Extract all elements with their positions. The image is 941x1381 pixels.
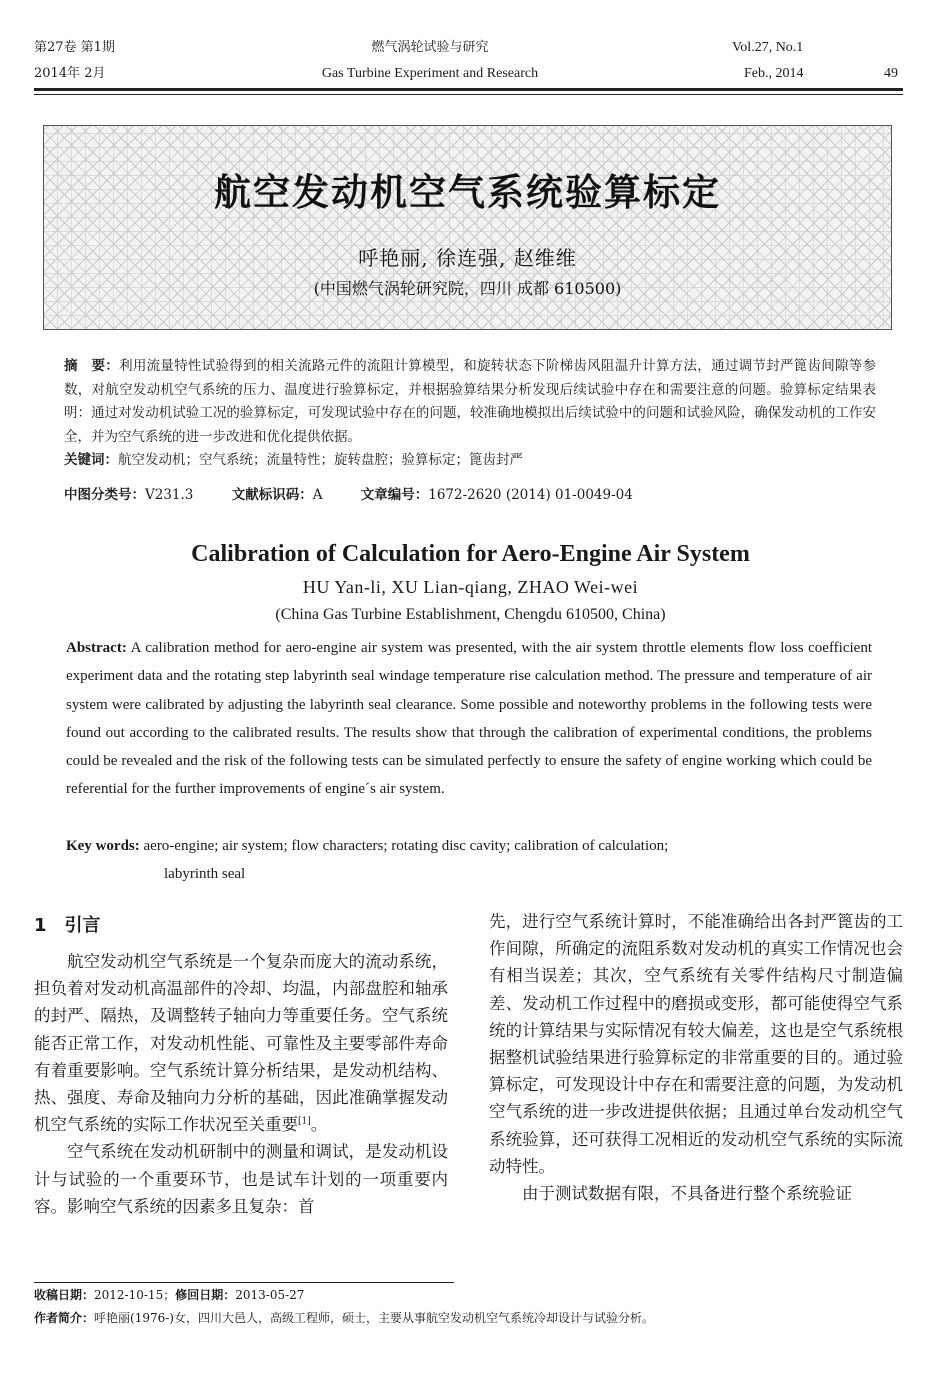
- header-rule-thick: [34, 88, 903, 91]
- classification-line: [64, 485, 667, 505]
- received-date: 2012-10-15；: [94, 1288, 176, 1302]
- doc-code-label: 文献标识码：: [231, 487, 313, 503]
- citation-ref-1: [1]: [298, 1116, 311, 1127]
- keywords-cn-text: 航空发动机；空气系统；流量特性；旋转盘腔；验算标定；篦齿封严: [118, 452, 523, 468]
- clc-label: 中图分类号：: [64, 487, 145, 503]
- keywords-en-line2: labyrinth seal: [164, 866, 246, 883]
- abstract-cn-text: 利用流量特性试验得到的相关流路元件的流阻计算模型，和旋转状态下阶梯齿风阻温升计算方法，通过调节封严篦齿间隙等参数，对航空发动机空气系统的压力、温度进行验算标定，并根据验算结果分析发现后续试验中存在和需要注意的问题。验算标定结果表明：通过对发动机试验工况的验算标定，可发现试验中存在的问题，较准确地模拟出后续试验中的问题和试验风险，确保发动机的工作安全，并为空气系统的进一步改进和优化提供依据。: [64, 358, 877, 445]
- abstract-en: [66, 634, 872, 804]
- doc-code-value: A: [312, 487, 323, 503]
- header-volume-cn: 第27卷 第1期: [34, 40, 115, 55]
- section-1-para-2: 空气系统在发动机研制中的测量和调试，是发动机设计与试验的一个重要环节，也是试车计划的一项重要内容。影响空气系统的因素多且复杂：首: [34, 1142, 448, 1216]
- body-left-column: [34, 914, 448, 1220]
- abstract-cn: [64, 355, 876, 473]
- clc-value: V231.3: [145, 487, 194, 503]
- header-date-en: Feb., 2014: [744, 66, 804, 81]
- title-en: Calibration of Calculation for Aero-Engine Air System: [191, 541, 750, 567]
- keywords-en-line1: aero-engine; air system; flow characters; rotating disc cavity; calibration of calculation;: [143, 838, 669, 854]
- header-date-cn: 2014年 2月: [34, 66, 106, 81]
- section-1-para-3: 先，进行空气系统计算时，不能准确给出各封严篦齿的工作间隙，所确定的流阻系数对发动机的真实工作情况也会有相当误差；其次，空气系统有关零件结构尺寸制造偏差、发动机工作过程中的磨损或变形，都可能使得空气系统的计算结果与实际情况有较大偏差，这也是空气系统根据整机试验结果进行验算标定的非常重要的目的。通过验算标定，可发现设计中存在和需要注意的问题，为发动机空气系统的进一步改进提供依据；且通过单台发动机空气系统验算，还可获得工况相近的发动机空气系统的实际流动特性。: [489, 912, 903, 1176]
- revised-label: 修回日期：: [175, 1288, 236, 1302]
- author-bio: 呼艳丽(1976-)女，四川大邑人，高级工程师，硕士，主要从事航空发动机空气系统冷却设计与试验分析。: [94, 1311, 654, 1325]
- body-right-column: [489, 908, 903, 1207]
- article-number-value: 1672-2620 (2014) 01-0049-04: [428, 487, 633, 503]
- title-banner: [43, 125, 892, 330]
- section-1-para-4: 由于测试数据有限，不具备进行整个系统验证: [522, 1184, 852, 1204]
- section-1-para-1-end: 。: [310, 1115, 328, 1135]
- authors-en: HU Yan-li, XU Lian-qiang, ZHAO Wei-wei: [302, 577, 639, 597]
- authors-cn: 呼艳丽, 徐连强, 赵维维: [358, 246, 577, 270]
- section-1-heading: 1 引言: [34, 915, 101, 936]
- abstract-en-label: Abstract:: [66, 640, 127, 656]
- keywords-en: [66, 832, 872, 889]
- affiliation-en: (China Gas Turbine Establishment, Chengdu 610500, China): [275, 606, 666, 623]
- footnote-dates: [34, 1287, 304, 1303]
- abstract-en-text: A calibration method for aero-engine air system was presented, with the air system throttle elements flow loss coefficient experiment data and the rotating step labyrinth seal windage temperature rise calculation method. The pressure and temperature of air system were calibrated by adjusting the labyrinth seal clearance. Some possible and noteworthy problems in the following tests were found out according to the calibrated results. The results show that through the calibration of experimental conditions, the problems could be revealed and the risk of the following tests can be simulated perfectly to ensure the safety of engine working which could be referential for the further improvements of engine´s air system.: [66, 640, 872, 798]
- revised-date: 2013-05-27: [235, 1288, 305, 1302]
- header-journal-cn: 燃气涡轮试验与研究: [371, 40, 489, 55]
- article-number-label: 文章编号：: [360, 487, 429, 503]
- footnote-rule: [34, 1282, 454, 1283]
- received-label: 收稿日期：: [34, 1288, 95, 1302]
- header-volume-en: Vol.27, No.1: [732, 40, 804, 55]
- keywords-cn-label: 关键词：: [64, 452, 118, 468]
- author-bio-label: 作者简介：: [34, 1311, 95, 1325]
- header-rule-thin: [34, 94, 903, 95]
- affiliation-cn: (中国燃气涡轮研究院，四川 成都 610500): [313, 279, 622, 298]
- abstract-cn-label: 摘 要：: [64, 358, 120, 374]
- footnote-author: [34, 1310, 654, 1326]
- keywords-en-label: Key words:: [66, 838, 140, 854]
- header-page-number: 49: [884, 66, 898, 81]
- header-journal-en: Gas Turbine Experiment and Research: [321, 66, 539, 81]
- section-1-para-1: 航空发动机空气系统是一个复杂而庞大的流动系统，担负着对发动机高温部件的冷却、均温，内部盘腔和轴承的封严、隔热，及调整转子轴向力等重要任务。空气系统能否正常工作，对发动机性能、可靠性及主要零部件寿命有着重要影响。空气系统计算分析结果，是发动机结构、热、强度、寿命及轴向力分析的基础，因此准确掌握发动机空气系统的实际工作状况至关重要: [34, 952, 448, 1135]
- title-cn: 航空发动机空气系统验算标定: [214, 171, 721, 214]
